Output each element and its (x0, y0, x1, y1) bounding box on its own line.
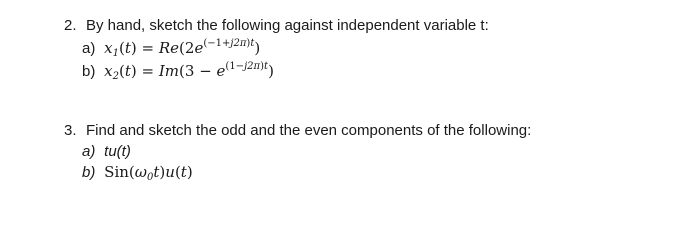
question-2-item-a (82, 38, 260, 59)
question-3-item-b (82, 162, 193, 183)
question-2 (64, 17, 489, 35)
math-expression-x2: $x_2(t) = Im(3 - e^{(1-j2\pi)t})$ (104, 61, 274, 82)
question-prompt: By hand, sketch the following against independent variable t: (86, 17, 489, 34)
math-expression-tu: tu(t) (104, 143, 131, 160)
question-3 (64, 122, 531, 140)
math-expression-sin: $Sin(\omega_0t)u(t)$ (104, 163, 193, 183)
item-label: b) (82, 63, 96, 80)
question-2-item-b (82, 61, 274, 82)
item-label: a) (82, 40, 96, 57)
question-prompt: Find and sketch the odd and the even components of the following: (86, 122, 532, 139)
question-number: 3. (64, 122, 77, 139)
math-expression-x1: $x_1(t) = Re(2e^{(-1+j2\pi)t})$ (104, 38, 261, 59)
item-label: a) (82, 143, 96, 160)
question-number: 2. (64, 17, 77, 34)
item-label: b) (82, 164, 96, 181)
question-3-item-a (82, 142, 131, 162)
